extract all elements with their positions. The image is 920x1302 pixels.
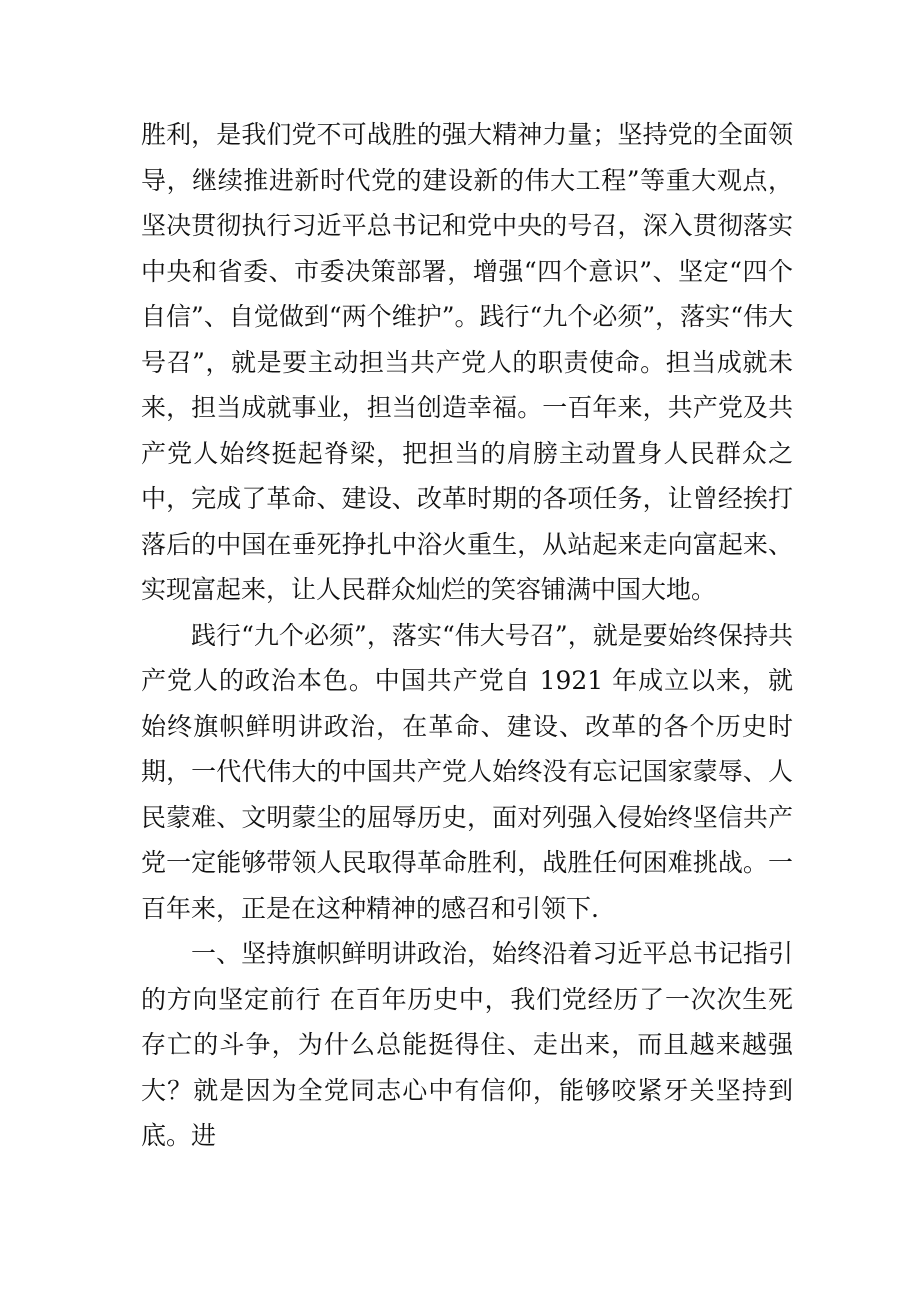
paragraph-1: 胜利，是我们党不可战胜的强大精神力量；坚持党的全面领导，继续推进新时代党的建设新的伟大工程”等重大观点，坚决贯彻执行习近平总书记和党中央的号召，深入贯彻落实中央和省委、市委决策部署，增强“四个意识”、坚定“四个自信”、自觉做到“两个维护”。践行“九个必须”，落实“伟大号召”，就是要主动担当共产党人的职责使命。担当成就未来，担当成就事业，担当创造幸福。一百年来，共产党及共产党人始终挺起脊梁，把担当的肩膀主动置身人民群众之中，完成了革命、建设、改革时期的各项任务，让曾经挨打落后的中国在垂死挣扎中浴火重生，从站起来走向富起来、实现富起来，让人民群众灿烂的笑容铺满中国大地。 (141, 120, 793, 604)
document-body (141, 112, 793, 1159)
paragraph-3: 一、坚持旗帜鲜明讲政治，始终沿着习近平总书记指引的方向坚定前行 在百年历史中，我们党经历了一次次生死存亡的斗争，为什么总能挺得住、走出来，而且越来越强大？就是因为全党同志心中有信仰，能够咬紧牙关坚持到底。进 (141, 939, 793, 1150)
paragraph-2: 践行“九个必须”，落实“伟大号召”，就是要始终保持共产党人的政治本色。中国共产党自 1921 年成立以来，就始终旗帜鲜明讲政治，在革命、建设、改革的各个历史时期，一代代伟大的中国共产党人始终没有忘记国家蒙辱、人民蒙难、文明蒙尘的屈辱历史，面对列强入侵始终坚信共产党一定能够带领人民取得革命胜利，战胜任何困难挑战。一百年来，正是在这种精神的感召和引领下. (141, 620, 793, 923)
